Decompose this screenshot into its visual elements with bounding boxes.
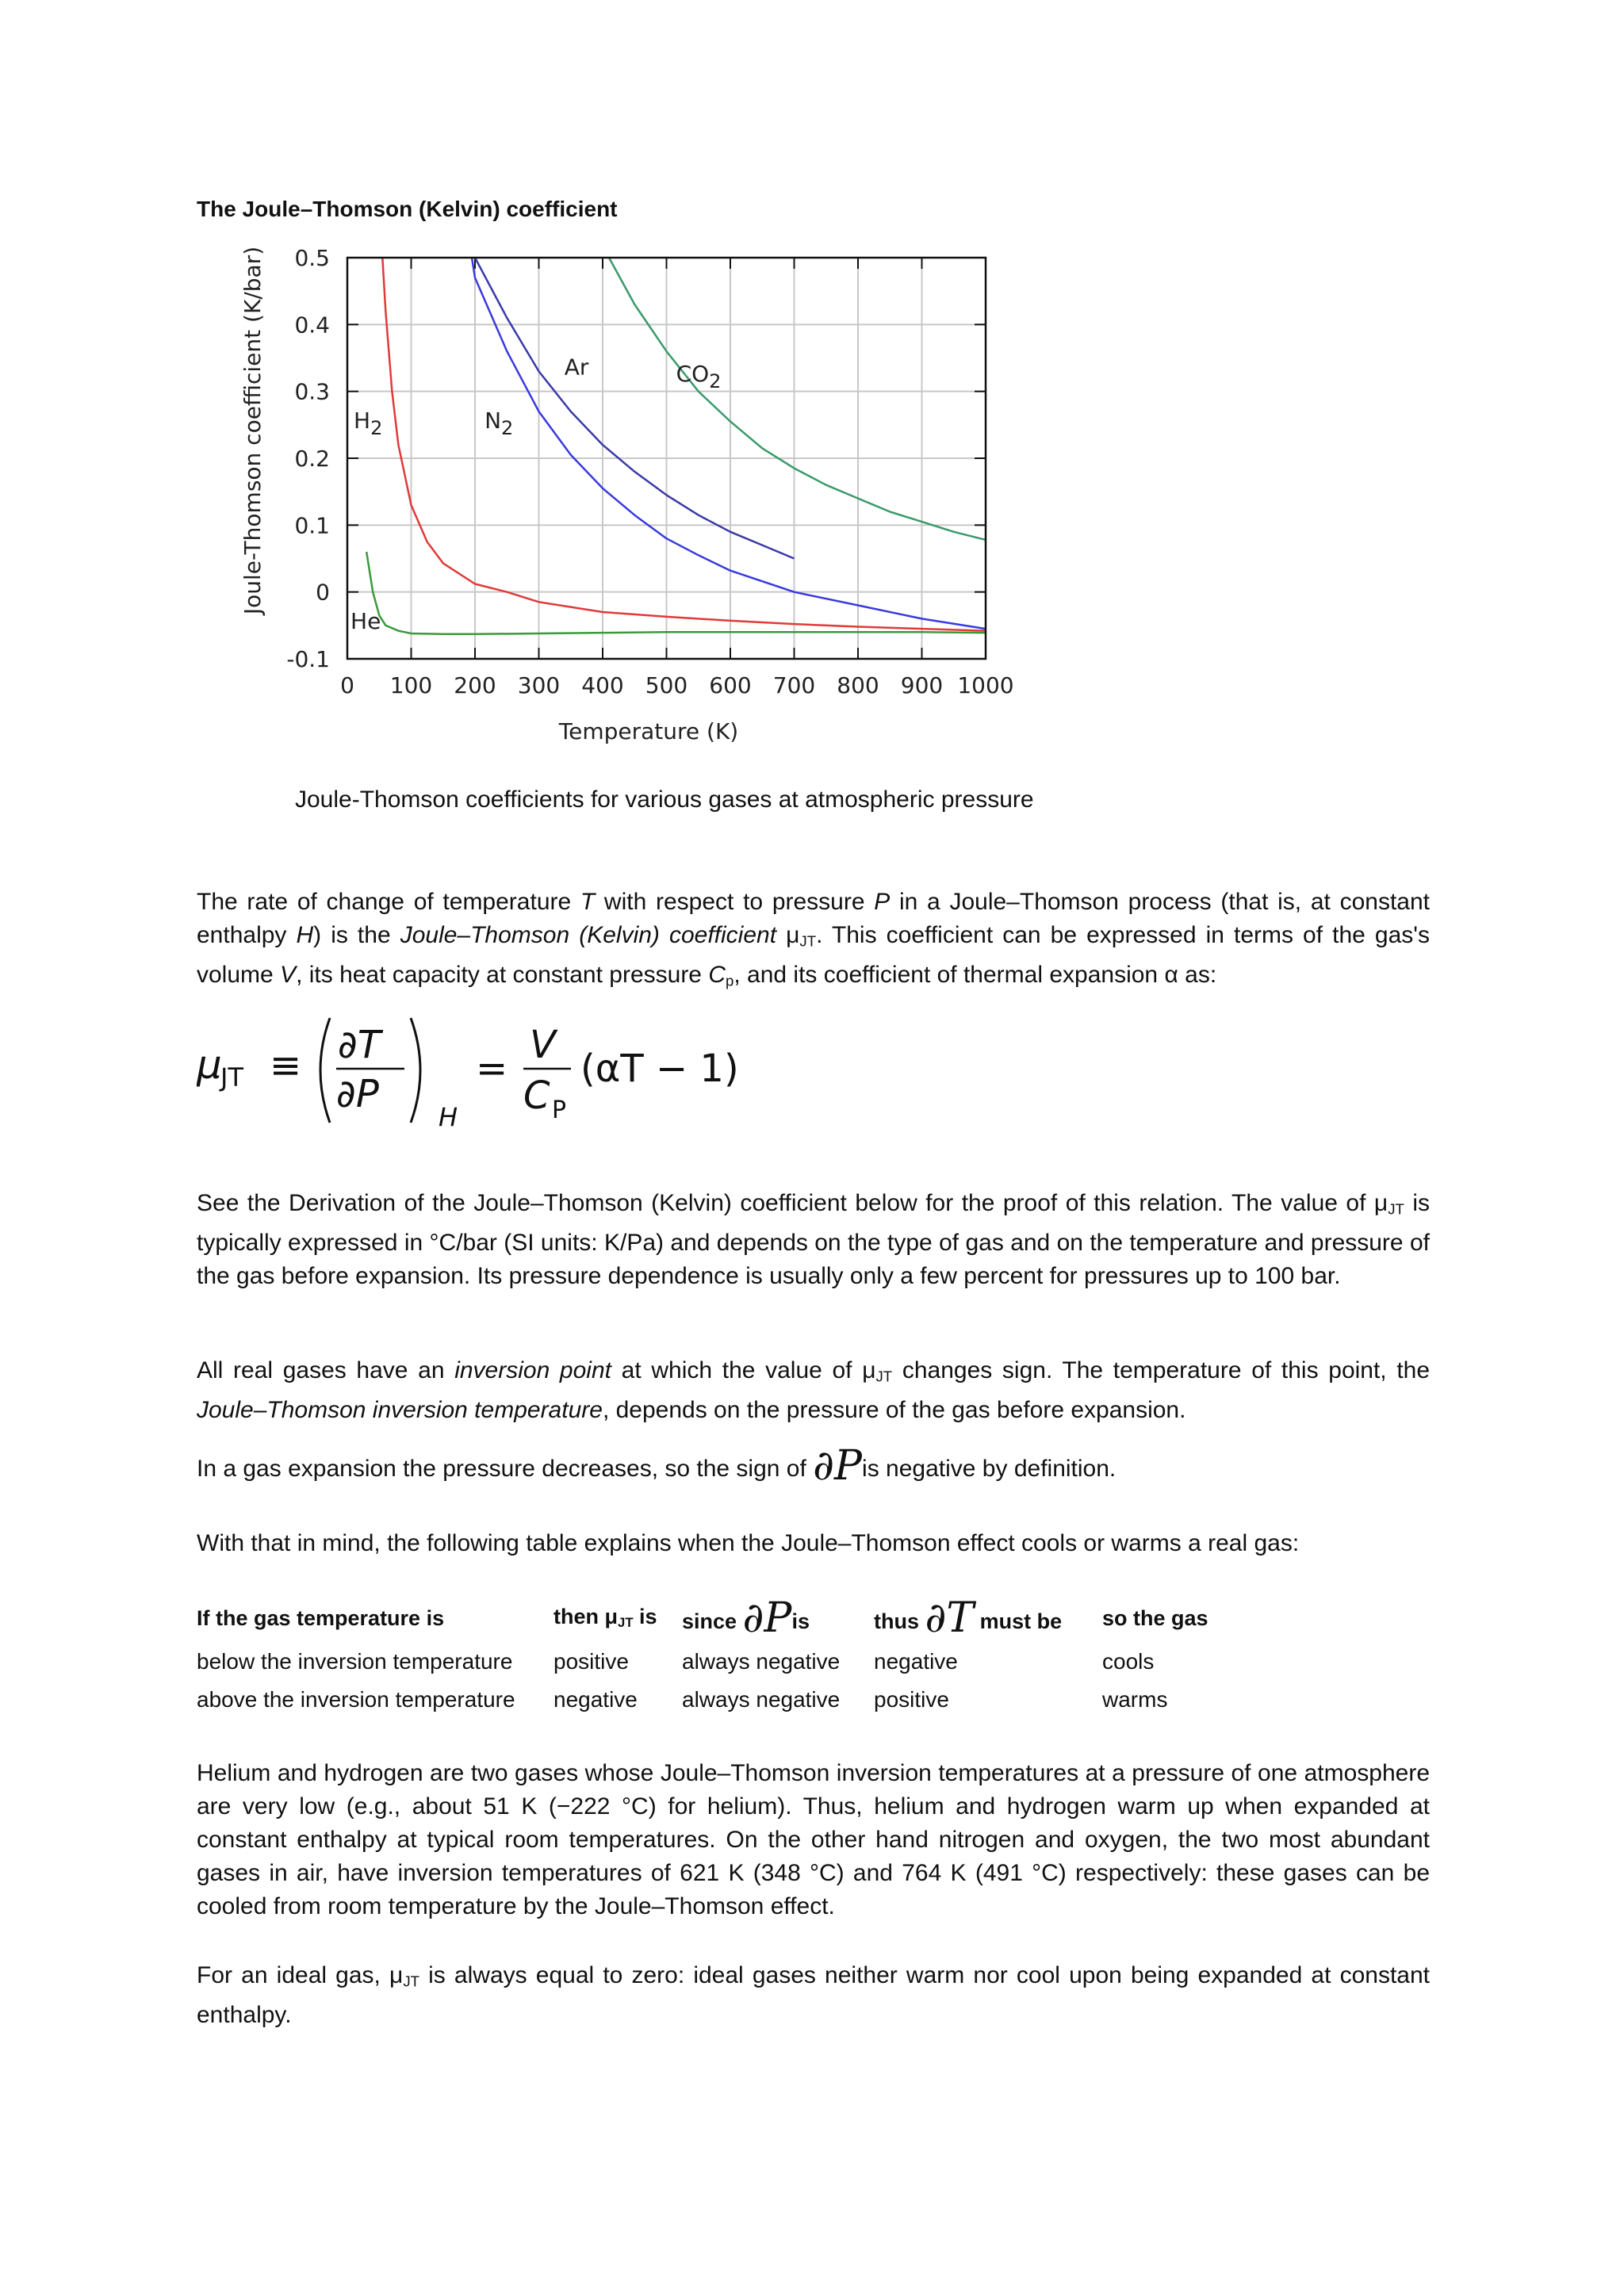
x-tick-label: 600: [709, 672, 752, 698]
paragraph-intro: [197, 886, 1430, 997]
coefficient-name: Joule–Thomson (Kelvin) coefficient: [400, 922, 777, 948]
jt-formula: [197, 1005, 768, 1132]
series-label-ar: Ar: [564, 354, 589, 381]
text: In a gas expansion the pressure decreases, so the sign of: [197, 1456, 814, 1482]
header-text: thus: [874, 1609, 925, 1633]
text: [776, 922, 786, 948]
formula-sub-h: H: [439, 1102, 458, 1132]
symbol-p: P: [874, 889, 891, 915]
header-text: then μ: [553, 1605, 619, 1629]
table-cell: always negative: [682, 1687, 841, 1712]
table-cell: above the inversion temperature: [197, 1687, 515, 1712]
right-paren: [411, 1018, 420, 1123]
symbol-mu: μ: [1373, 1190, 1388, 1216]
text: . This coefficient can be expressed in terms of the gas's volume: [197, 922, 1430, 988]
y-tick-label: 0.4: [294, 312, 330, 339]
figure-caption: Joule-Thomson coefficients for various gases at atmospheric pressure: [295, 786, 1034, 813]
header-text: If the gas temperature is: [197, 1605, 445, 1630]
x-tick-label: 100: [389, 672, 433, 698]
symbol-h: H: [296, 922, 314, 948]
header-text: is: [791, 1609, 810, 1633]
symbol-v: V: [280, 961, 297, 988]
x-axis-label: Temperature (K): [558, 718, 739, 744]
paragraph-ideal-gas: [197, 1959, 1430, 2032]
text: in a Joule–Thomson process (that is, at constant enthalpy: [197, 889, 1430, 948]
left-paren: [320, 1018, 330, 1123]
x-tick-label: 900: [900, 672, 944, 698]
header-sub: JT: [618, 1615, 634, 1631]
y-tick-label: 0.5: [294, 245, 330, 271]
table-header-cell: [553, 1594, 682, 1643]
formula-tail: (αT − 1): [580, 1047, 739, 1091]
formula-mu-sub: JT: [220, 1062, 243, 1093]
paragraph-helium-hydrogen: Helium and hydrogen are two gases whose Joule–Thomson inversion temperatures at a pressure of one atmosphere are very low (e.g., about 51 K (−222 °C) for helium). Thus, helium and hydrogen warm up when expanded at constant enthalpy at typical room temperatures. On the other hand nitrogen and oxygen, the two most abundant gases in air, have inversion temperatures of 621 K (348 °C) and 764 K (491 °C) respectively: these gases can be cooled from room temperature by the Joule–Thomson effect.: [197, 1760, 1430, 1919]
series-line-co2: [609, 258, 986, 540]
emphasis: inversion point: [454, 1357, 611, 1383]
x-tick-label: 800: [837, 672, 879, 698]
chart-grid: [347, 258, 986, 659]
x-tick-label: 1000: [957, 672, 1014, 698]
chart-series: [366, 258, 986, 634]
header-text: is: [633, 1605, 657, 1629]
table-row: [197, 1643, 1216, 1681]
y-axis-label: Joule-Thomson coefficient (K/bar): [239, 246, 266, 615]
header-text: must be: [974, 1609, 1063, 1633]
table-header-row: [197, 1594, 1216, 1643]
inversion-table: [197, 1594, 1216, 1719]
formula-mu: μ: [197, 1042, 222, 1088]
paragraph-inversion: [197, 1354, 1430, 1427]
symbol-t: T: [580, 889, 596, 915]
y-tick-label: 0.1: [294, 512, 330, 539]
table-cell: cools: [1102, 1649, 1155, 1674]
table-cell: negative: [553, 1687, 638, 1712]
x-tick-label: 500: [645, 672, 688, 698]
table-header-cell: [874, 1594, 1102, 1643]
x-tick-label: 0: [340, 672, 354, 698]
header-text: since: [682, 1609, 743, 1633]
formula-partial-t: ∂T: [338, 1023, 381, 1067]
series-line-he: [366, 552, 986, 634]
text: ) is the: [313, 922, 400, 948]
y-tick-label: 0: [316, 579, 330, 606]
text: with respect to pressure: [595, 889, 875, 915]
formula-cp-sub: P: [552, 1096, 567, 1124]
text: , and its coefficient of thermal expansion α as:: [733, 961, 1217, 988]
formula-equiv: ≡: [270, 1043, 302, 1088]
formula-partial-p: ∂P: [336, 1072, 379, 1116]
text: is typically expressed in °C/bar (SI units: K/Pa) and depends on the type of gas and on the temperature and pressure of the gas before expansion. Its pressure dependence is usually only a few percent for pressures up to 100 bar.: [197, 1190, 1430, 1289]
x-tick-label: 700: [772, 672, 816, 698]
text: , depends on the pressure of the gas before expansion.: [602, 1396, 1186, 1423]
table-header-cell: [197, 1594, 553, 1643]
x-tick-label: 200: [454, 672, 496, 698]
jt-coefficient-chart: [230, 238, 1031, 753]
y-tick-label: -0.1: [286, 646, 330, 672]
series-line-h2: [382, 258, 986, 631]
symbol-mu-sub: JT: [1388, 1200, 1404, 1218]
symbol-mu-sub: JT: [403, 1973, 419, 1990]
table-cell: positive: [874, 1687, 949, 1712]
paragraph-expansion: [197, 1442, 1430, 1490]
formula-v: V: [530, 1023, 556, 1067]
series-line-n2: [472, 258, 986, 629]
table-header-cell: [1102, 1594, 1216, 1643]
y-tick-label: 0.2: [294, 446, 330, 472]
header-symbol: ∂T: [925, 1594, 975, 1642]
paragraph-units: [197, 1187, 1430, 1293]
x-tick-label: 400: [581, 672, 624, 698]
header-text: so the gas: [1102, 1605, 1208, 1630]
text: is negative by definition.: [862, 1456, 1116, 1482]
symbol-c-sub: p: [726, 972, 734, 989]
symbol-mu: μ: [862, 1357, 876, 1383]
table-cell: below the inversion temperature: [197, 1649, 513, 1674]
series-label-h2: H2: [354, 408, 383, 440]
table-row: [197, 1681, 1216, 1719]
emphasis: Joule–Thomson inversion temperature: [197, 1396, 603, 1423]
text: at which the value of: [611, 1357, 863, 1383]
series-label-n2: N2: [485, 408, 514, 440]
text: The rate of change of temperature: [197, 889, 580, 915]
series-label-he: He: [350, 608, 381, 635]
formula-equals: =: [476, 1047, 508, 1091]
symbol-mu: μ: [389, 1962, 404, 1988]
symbol-c: C: [708, 961, 726, 988]
symbol-mu-sub: JT: [799, 932, 817, 950]
table-header-cell: [682, 1594, 874, 1643]
symbol-dp: ∂P: [813, 1442, 863, 1490]
section-heading: The Joule–Thomson (Kelvin) coefficient: [197, 197, 618, 221]
x-tick-label: 300: [517, 672, 561, 698]
text: See the Derivation of the Joule–Thomson (Kelvin) coefficient below for the proof of this relation. The value of: [197, 1190, 1374, 1216]
table-cell: warms: [1102, 1687, 1168, 1712]
header-symbol: ∂P: [742, 1594, 792, 1642]
table-cell: positive: [553, 1649, 629, 1674]
text: is always equal to zero: ideal gases neither warm nor cool upon being expanded at constant enthalpy.: [197, 1962, 1431, 2028]
text: For an ideal gas,: [197, 1962, 390, 1988]
symbol-mu: μ: [786, 922, 800, 948]
text: All real gases have an: [197, 1357, 455, 1383]
text: , its heat capacity at constant pressure: [296, 961, 709, 988]
y-tick-label: 0.3: [294, 378, 330, 405]
formula-cp: C: [523, 1073, 550, 1118]
series-label-co2: CO2: [676, 361, 722, 393]
paragraph-table-intro: With that in mind, the following table explains when the Joule–Thomson effect cools or warms a real gas:: [197, 1530, 1300, 1556]
text: changes sign. The temperature of this point, the: [892, 1357, 1431, 1383]
symbol-mu-sub: JT: [875, 1368, 893, 1385]
table-cell: negative: [874, 1649, 958, 1674]
table-cell: always negative: [682, 1649, 841, 1674]
